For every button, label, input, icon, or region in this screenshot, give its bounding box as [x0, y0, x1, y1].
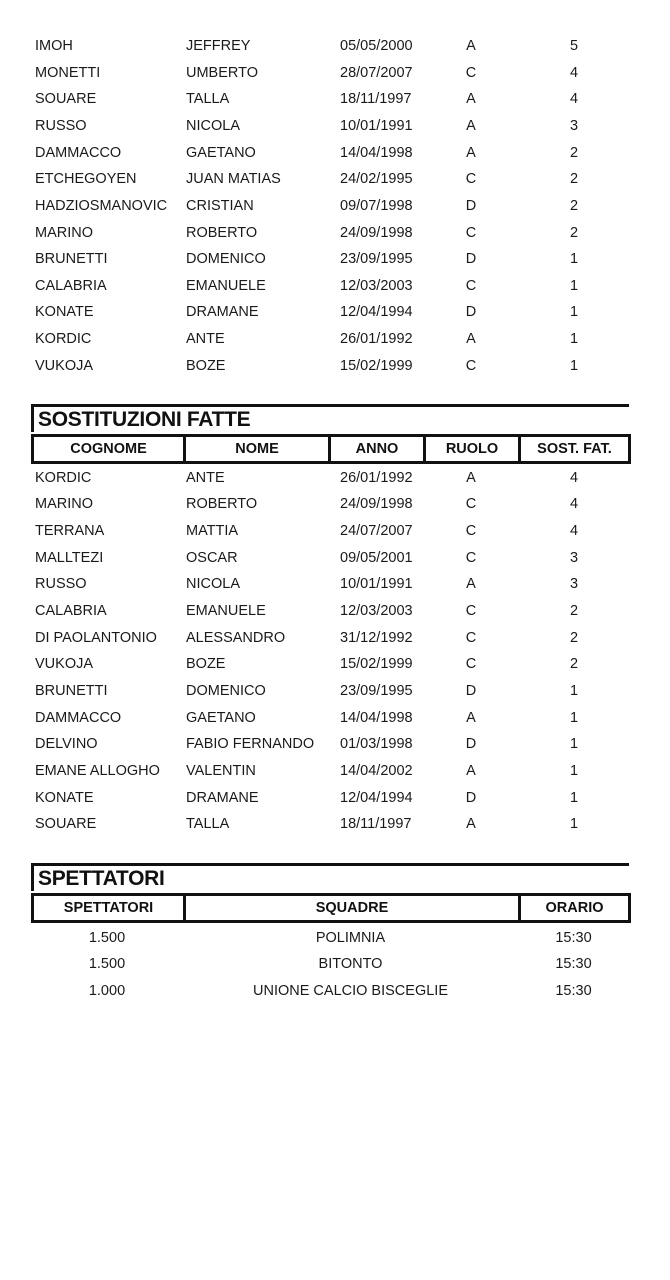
ruolo-cell: D: [465, 736, 477, 752]
column-header-ruolo: RUOLO: [426, 437, 521, 461]
cognome-cell: RUSSO: [35, 118, 87, 134]
nome-cell: ANTE: [186, 470, 225, 486]
nome-cell: VALENTIN: [186, 763, 256, 779]
sost-fat-cell: 1: [569, 736, 579, 752]
anno-cell: 12/04/1994: [340, 790, 413, 806]
nome-cell: ROBERTO: [186, 225, 258, 241]
table-row: [0, 33, 670, 60]
anno-cell: 12/03/2003: [340, 603, 413, 619]
section-title-box: [31, 404, 629, 432]
squadra-cell: POLIMNIA: [315, 930, 386, 946]
cognome-cell: DAMMACCO: [35, 710, 122, 726]
anno-cell: 10/01/1991: [340, 118, 413, 134]
section-title: SOSTITUZIONI FATTE: [38, 408, 251, 431]
anno-cell: 15/02/1999: [340, 656, 413, 672]
ruolo-cell: A: [466, 331, 476, 347]
cognome-cell: HADZIOSMANOVIC: [35, 198, 168, 214]
ruolo-cell: A: [466, 710, 476, 726]
nome-cell: UMBERTO: [186, 65, 258, 81]
cognome-cell: KORDIC: [35, 331, 92, 347]
cognome-cell: VUKOJA: [35, 358, 94, 374]
sost-fat-cell: 3: [569, 576, 579, 592]
table-row: [0, 758, 670, 785]
nome-cell: GAETANO: [186, 710, 256, 726]
nome-cell: NICOLA: [186, 118, 240, 134]
anno-cell: 12/03/2003: [340, 278, 413, 294]
table-row: [0, 731, 670, 758]
column-header-cognome: COGNOME: [34, 437, 186, 461]
sost-fat-cell: 4: [569, 523, 579, 539]
cognome-cell: TERRANA: [35, 523, 105, 539]
column-header-sost-fat: SOST. FAT.: [537, 441, 612, 457]
value-cell: 1: [569, 331, 579, 347]
ruolo-cell: C: [465, 278, 477, 294]
ruolo-cell: C: [465, 550, 477, 566]
cognome-cell: MARINO: [35, 496, 93, 512]
spettatori-cell: 1.000: [88, 983, 126, 999]
sost-fat-cell: 2: [569, 603, 579, 619]
ruolo-cell: D: [465, 683, 477, 699]
sost-fat-cell: 3: [569, 550, 579, 566]
section-title: SPETTATORI: [38, 867, 165, 890]
anno-cell: 31/12/1992: [340, 630, 413, 646]
table-row: [0, 193, 670, 220]
table-row: [0, 705, 670, 732]
value-cell: 1: [569, 358, 579, 374]
sost-fat-cell: 4: [569, 496, 579, 512]
sost-fat-cell: 1: [569, 790, 579, 806]
anno-cell: 28/07/2007: [340, 65, 413, 81]
cognome-cell: RUSSO: [35, 576, 87, 592]
cognome-cell: ETCHEGOYEN: [35, 171, 137, 187]
nome-cell: BOZE: [186, 656, 226, 672]
orario-cell: 15:30: [555, 956, 592, 972]
nome-cell: EMANUELE: [186, 603, 266, 619]
table-row: [0, 246, 670, 273]
cognome-cell: CALABRIA: [35, 603, 107, 619]
table-row: [0, 518, 670, 545]
table-row: [0, 353, 670, 380]
anno-cell: 12/04/1994: [340, 304, 413, 320]
table-row: [0, 598, 670, 625]
cognome-cell: DELVINO: [35, 736, 98, 752]
nome-cell: DOMENICO: [186, 251, 266, 267]
sost-fat-cell: 2: [569, 630, 579, 646]
anno-cell: 18/11/1997: [340, 816, 412, 832]
table-row: [0, 113, 670, 140]
nome-cell: GAETANO: [186, 145, 256, 161]
value-cell: 5: [569, 38, 579, 54]
anno-cell: 01/03/1998: [340, 736, 413, 752]
table-row: [0, 678, 670, 705]
cognome-cell: MALLTEZI: [35, 550, 104, 566]
nome-cell: DRAMANE: [186, 304, 259, 320]
ruolo-cell: C: [465, 630, 477, 646]
sost-fat-cell: 1: [569, 710, 579, 726]
sost-fat-cell: 4: [569, 470, 579, 486]
cognome-cell: BRUNETTI: [35, 683, 108, 699]
cognome-cell: MARINO: [35, 225, 93, 241]
nome-cell: JUAN MATIAS: [186, 171, 281, 187]
cognome-cell: KORDIC: [35, 470, 92, 486]
table-row: [0, 220, 670, 247]
cognome-cell: SOUARE: [35, 816, 97, 832]
nome-cell: OSCAR: [186, 550, 238, 566]
table-row: [0, 273, 670, 300]
ruolo-cell: C: [465, 358, 477, 374]
value-cell: 2: [569, 225, 579, 241]
nome-cell: DOMENICO: [186, 683, 266, 699]
table-row: [0, 651, 670, 678]
anno-cell: 05/05/2000: [340, 38, 413, 54]
ruolo-cell: A: [466, 576, 476, 592]
value-cell: 1: [569, 251, 579, 267]
table-row: [0, 571, 670, 598]
squadra-cell: BITONTO: [318, 956, 383, 972]
nome-cell: ANTE: [186, 331, 225, 347]
ruolo-cell: A: [466, 816, 476, 832]
anno-cell: 15/02/1999: [340, 358, 413, 374]
sost-fat-cell: 1: [569, 683, 579, 699]
table-row: [0, 545, 670, 572]
nome-cell: ALESSANDRO: [186, 630, 286, 646]
cognome-cell: DI PAOLANTONIO: [35, 630, 157, 646]
value-cell: 2: [569, 171, 579, 187]
column-header-squadre: SQUADRE: [186, 896, 521, 920]
column-header-spettatori: SPETTATORI: [34, 896, 186, 920]
ruolo-cell: C: [465, 603, 477, 619]
value-cell: 4: [569, 65, 579, 81]
orario-cell: 15:30: [555, 983, 592, 999]
cognome-cell: EMANE ALLOGHO: [35, 763, 160, 779]
sost-fat-cell: 1: [569, 763, 579, 779]
ruolo-cell: A: [466, 763, 476, 779]
ruolo-cell: A: [466, 38, 476, 54]
value-cell: 2: [569, 145, 579, 161]
cognome-cell: DAMMACCO: [35, 145, 122, 161]
ruolo-cell: C: [465, 656, 477, 672]
table-row: [0, 491, 670, 518]
nome-cell: DRAMANE: [186, 790, 259, 806]
anno-cell: 24/09/1998: [340, 225, 413, 241]
cognome-cell: MONETTI: [35, 65, 101, 81]
anno-cell: 23/09/1995: [340, 251, 413, 267]
cognome-cell: SOUARE: [35, 91, 97, 107]
anno-cell: 09/07/1998: [340, 198, 413, 214]
anno-cell: 14/04/2002: [340, 763, 413, 779]
table-row: [0, 925, 670, 952]
orario-cell: 15:30: [555, 930, 592, 946]
anno-cell: 09/05/2001: [340, 550, 413, 566]
table-row: [0, 166, 670, 193]
cognome-cell: KONATE: [35, 790, 94, 806]
cognome-cell: VUKOJA: [35, 656, 94, 672]
table-row: [0, 785, 670, 812]
table-row: [0, 299, 670, 326]
nome-cell: TALLA: [186, 91, 230, 107]
nome-cell: JEFFREY: [186, 38, 251, 54]
nome-cell: NICOLA: [186, 576, 240, 592]
ruolo-cell: C: [465, 225, 477, 241]
anno-cell: 14/04/1998: [340, 145, 413, 161]
nome-cell: CRISTIAN: [186, 198, 254, 214]
sost-fat-cell: 2: [569, 656, 579, 672]
anno-cell: 26/01/1992: [340, 470, 413, 486]
value-cell: 4: [569, 91, 579, 107]
spettatori-cell: 1.500: [88, 930, 126, 946]
table-row: [0, 951, 670, 978]
cognome-cell: CALABRIA: [35, 278, 107, 294]
table-header: [31, 893, 631, 923]
table-row: [0, 625, 670, 652]
value-cell: 1: [569, 304, 579, 320]
table-row: [0, 326, 670, 353]
ruolo-cell: C: [465, 171, 477, 187]
ruolo-cell: D: [465, 790, 477, 806]
cognome-cell: KONATE: [35, 304, 94, 320]
cognome-cell: BRUNETTI: [35, 251, 108, 267]
value-cell: 2: [569, 198, 579, 214]
table-row: [0, 86, 670, 113]
cognome-cell: IMOH: [35, 38, 73, 54]
nome-cell: MATTIA: [186, 523, 239, 539]
ruolo-cell: D: [465, 198, 477, 214]
table-row: [0, 811, 670, 838]
ruolo-cell: D: [465, 304, 477, 320]
nome-cell: ROBERTO: [186, 496, 258, 512]
anno-cell: 24/09/1998: [340, 496, 413, 512]
anno-cell: 14/04/1998: [340, 710, 413, 726]
value-cell: 1: [569, 278, 579, 294]
anno-cell: 26/01/1992: [340, 331, 413, 347]
column-header-orario: ORARIO: [545, 900, 604, 916]
table-row: [0, 465, 670, 492]
nome-cell: TALLA: [186, 816, 230, 832]
ruolo-cell: A: [466, 470, 476, 486]
nome-cell: BOZE: [186, 358, 226, 374]
column-header-anno: ANNO: [331, 437, 426, 461]
nome-cell: FABIO FERNANDO: [186, 736, 315, 752]
anno-cell: 18/11/1997: [340, 91, 412, 107]
ruolo-cell: C: [465, 65, 477, 81]
anno-cell: 24/02/1995: [340, 171, 413, 187]
squadra-cell: UNIONE CALCIO BISCEGLIE: [253, 983, 448, 999]
anno-cell: 23/09/1995: [340, 683, 413, 699]
spettatori-cell: 1.500: [88, 956, 126, 972]
ruolo-cell: C: [465, 496, 477, 512]
ruolo-cell: A: [466, 118, 476, 134]
sost-fat-cell: 1: [569, 816, 579, 832]
value-cell: 3: [569, 118, 579, 134]
ruolo-cell: A: [466, 91, 476, 107]
section-title-box: [31, 863, 629, 891]
nome-cell: EMANUELE: [186, 278, 266, 294]
table-row: [0, 140, 670, 167]
ruolo-cell: C: [465, 523, 477, 539]
anno-cell: 24/07/2007: [340, 523, 413, 539]
table-row: [0, 60, 670, 87]
column-header-nome: NOME: [186, 437, 331, 461]
table-row: [0, 978, 670, 1005]
ruolo-cell: D: [465, 251, 477, 267]
table-header: [31, 434, 631, 464]
anno-cell: 10/01/1991: [340, 576, 413, 592]
ruolo-cell: A: [466, 145, 476, 161]
